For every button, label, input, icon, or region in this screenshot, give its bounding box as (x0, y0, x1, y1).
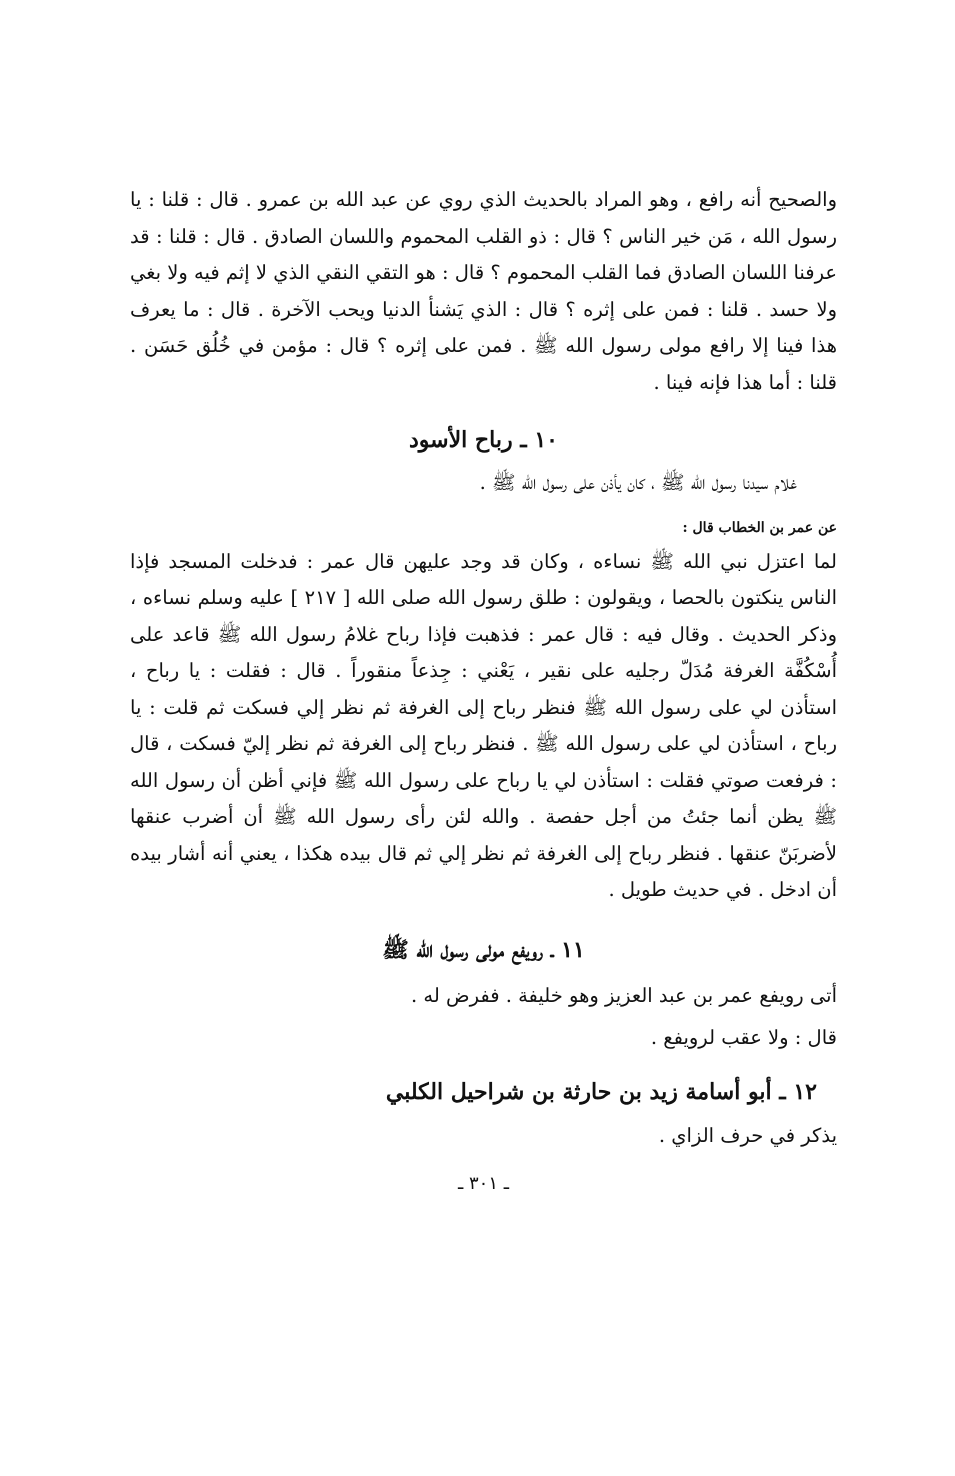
section-10-intro: غلام سيدنا رسول الله ﷺ ، كان يأذن على رسول الله ﷺ . (479, 471, 797, 494)
section-11-line-1: أتى رويفع عمر بن عبد العزيز وهو خليفة . ففرض له . (411, 983, 837, 1007)
section-10-heading: ١٠ ـ رباح الأسود (409, 427, 558, 453)
section-11-heading: ١١ ـ رويفع مولى رسول الله ﷺ (382, 936, 585, 963)
page-number: ـ ٣٠١ ـ (457, 1172, 509, 1194)
paragraph-opening: والصحيح أنه رافع ، وهو المراد بالحديث الذي روي عن عبد الله بن عمرو . قال : قلنا : يا رسول الله ، مَن خير الناس ؟ قال : ذو القلب المحموم واللسان الصادق . قال : قلنا : قد عرفنا اللسان الصادق فما القلب المحموم ؟ قال : هو التقي النقي الذي لا إثم فيه ولا بغي ولا حسد . قلنا : فمن على إثره ؟ قال : الذي يَشنأ الدنيا ويحب الآخرة . قال : ما يعرف هذا فينا إلا رافع مولى رسول الله ﷺ . فمن على إثره ؟ قال : مؤمن في خُلُق حَسَن . قلنا : أما هذا فإنه فينا . (130, 188, 837, 394)
section-10-body: لما اعتزل نبي الله ﷺ نساءه ، وكان قد وجد عليهن قال عمر : فدخلت المسجد فإذا الناس ينكتون بالحصا ، ويقولون : طلق رسول الله صلى الله [ ٢١٧ ] عليه وسلم نساءه ، وذكر الحديث . وقال فيه : قال عمر : فذهبت فإذا رباح غلامُ رسول الله ﷺ قاعد على أُسْكُفَّة الغرفة مُدَلّ رجليه على نقير ، يَعْني : جِذعاً منقوراً . قال : فقلت : يا رباح ، استأذن لي على رسول الله ﷺ فنظر رباح إلى الغرفة ثم نظر إلي فسكت ثم قلت : يا رباح ، استأذن لي على رسول الله ﷺ . فنظر رباح إلى الغرفة ثم نظر إليّ فسكت ، قال : فرفعت صوتي فقلت : استأذن لي يا رباح على رسول الله ﷺ فإني أظن أن رسول الله ﷺ يظن أنما جئتُ من أجل حفصة . والله لئن رأى رسول الله ﷺ أن أضرب عنقها لأضربَنّ عنقها . فنظر رباح إلى الغرفة ثم نظر إلي ثم قال بيده هكذا ، يعني أنه أشار بيده أن ادخل . في حديث طويل . (130, 549, 837, 901)
section-11-line-2: قال : ولا عقب لرويفع . (650, 1025, 837, 1049)
section-12-line-1: يذكر في حرف الزاي . (658, 1123, 837, 1147)
section-10-source: عن عمر بن الخطاب قال : (682, 519, 837, 536)
section-12-heading: ١٢ ـ أبو أسامة زيد بن حارثة بن شراحيل الكلبي (385, 1078, 817, 1105)
